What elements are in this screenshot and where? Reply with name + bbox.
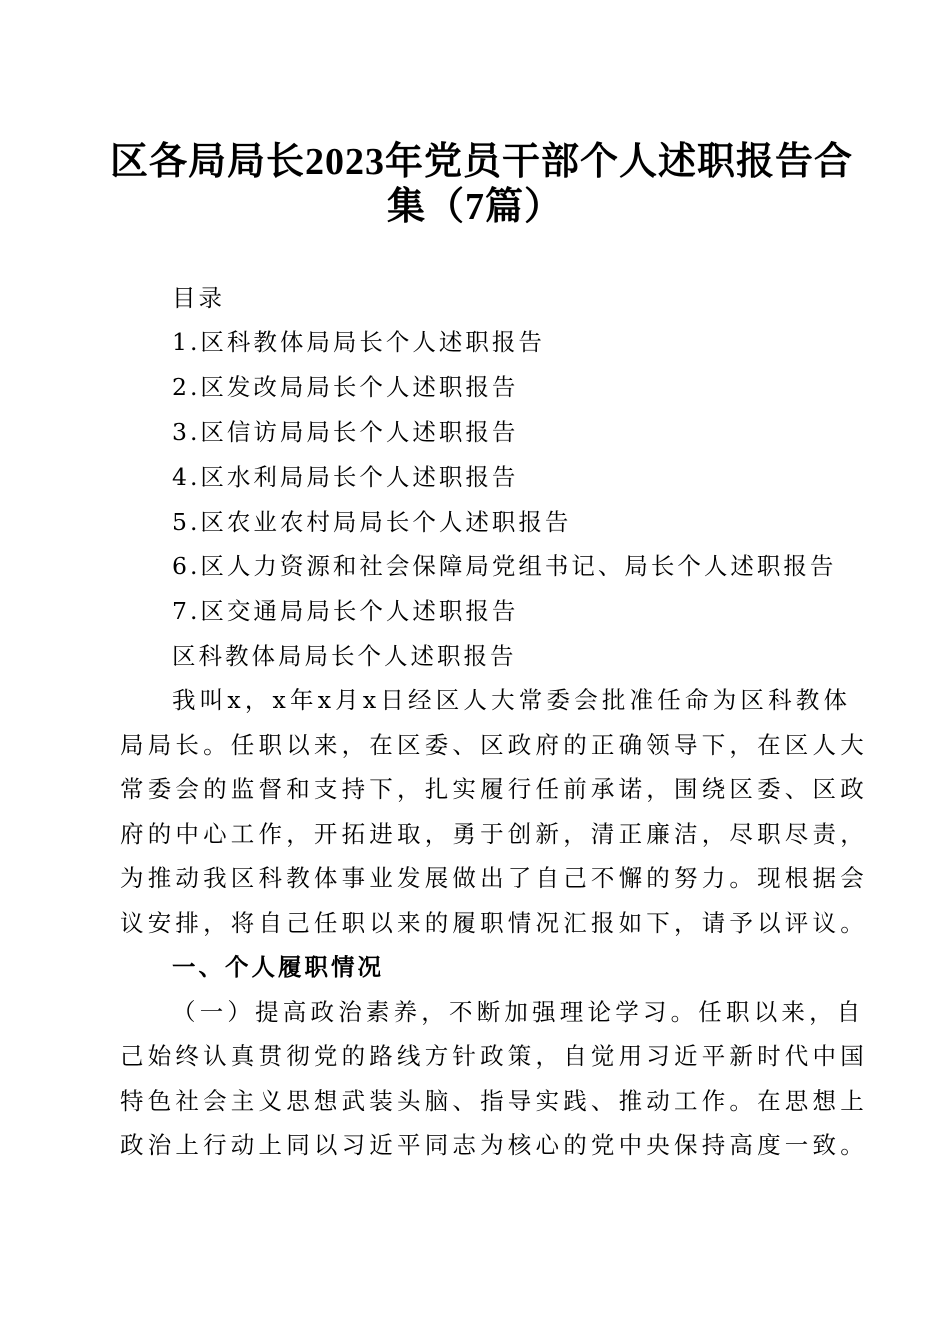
toc-heading: 目录 — [172, 284, 225, 312]
toc-item: 3.区信访局局长个人述职报告 — [172, 418, 519, 446]
paragraph-line: 己始终认真贯彻党的路线方针政策，自觉用习近平新时代中国 — [120, 1042, 868, 1070]
paragraph-line: 议安排，将自己任职以来的履职情况汇报如下，请予以评议。 — [120, 909, 868, 937]
paragraph-line: 特色社会主义思想武装头脑、指导实践、推动工作。在思想上 — [120, 1087, 868, 1115]
section-title: 区科教体局局长个人述职报告 — [172, 642, 517, 670]
toc-item: 2.区发改局局长个人述职报告 — [172, 373, 519, 401]
section-heading: 一、个人履职情况 — [172, 953, 384, 981]
document-title-line-2: 集（7篇） — [386, 186, 563, 228]
toc-item: 4.区水利局局长个人述职报告 — [172, 463, 519, 491]
toc-item: 5.区农业农村局局长个人述职报告 — [172, 508, 572, 536]
paragraph-line: （一）提高政治素养，不断加强理论学习。任职以来，自 — [172, 998, 865, 1026]
toc-item: 1.区科教体局局长个人述职报告 — [172, 328, 545, 356]
paragraph-line: 局局长。任职以来，在区委、区政府的正确领导下，在区人大 — [120, 731, 868, 759]
paragraph-line: 政治上行动上同以习近平同志为核心的党中央保持高度一致。 — [120, 1131, 868, 1159]
paragraph-line: 我叫x，x年x月x日经区人大常委会批准任命为区科教体 — [172, 686, 852, 714]
toc-item: 7.区交通局局长个人述职报告 — [172, 597, 519, 625]
document-title-line-1: 区各局局长2023年党员干部个人述职报告合 — [110, 141, 854, 183]
toc-item: 6.区人力资源和社会保障局党组书记、局长个人述职报告 — [172, 552, 837, 580]
paragraph-line: 常委会的监督和支持下，扎实履行任前承诺，围绕区委、区政 — [120, 775, 868, 803]
paragraph-line: 府的中心工作，开拓进取，勇于创新，清正廉洁，尽职尽责， — [120, 820, 868, 848]
paragraph-line: 为推动我区科教体事业发展做出了自己不懈的努力。现根据会 — [120, 864, 868, 892]
